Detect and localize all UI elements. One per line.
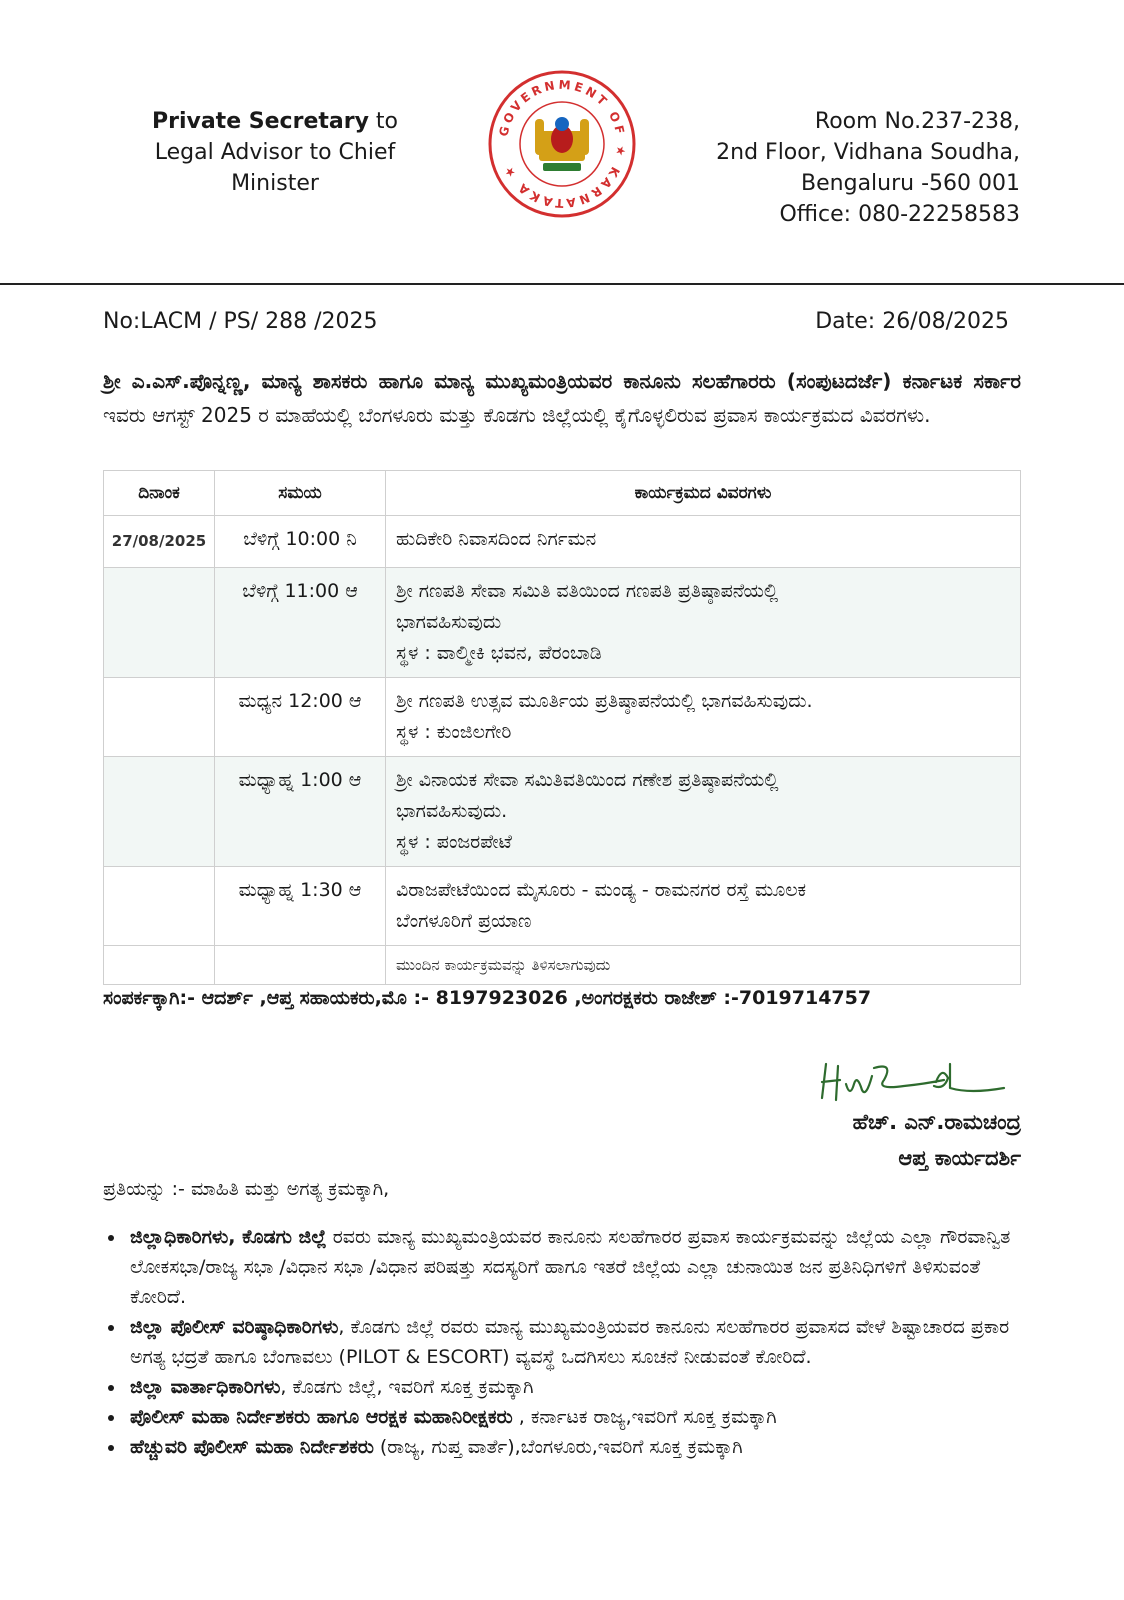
reference-number: No:LACM / PS/ 288 /2025	[103, 309, 378, 334]
detail-line: ಬೆಂಗಳೂರಿಗೆ ಪ್ರಯಾಣ	[396, 910, 532, 932]
handwritten-signature	[816, 1058, 1006, 1108]
table-footer-row	[104, 946, 1021, 985]
schedule-table	[103, 470, 1021, 985]
address-line: Bengaluru -560 001	[801, 171, 1020, 196]
intro-text: ಇವರು ಆಗಸ್ಟ್ 2025 ರ ಮಾಹೆಯಲ್ಲಿ ಬೆಂಗಳೂರು ಮತ್ತು ಕೊಡಗು ಜಿಲ್ಲೆಯಲ್ಲಿ ಕೈಗೊಳ್ಳಲಿರುವ ಪ್ರವಾಸ ಕಾರ್ಯಕ್ರಮದ ವಿವರಗಳು.	[103, 403, 931, 427]
list-item	[126, 1432, 1026, 1462]
recipient: ಜಿಲ್ಲಾ ವಾರ್ತಾಧಿಕಾರಿಗಳು	[130, 1376, 281, 1398]
detail-line: ಹುದಿಕೇರಿ ನಿವಾಸದಿಂದ ನಿರ್ಗಮನ	[396, 528, 597, 550]
header-date: ದಿನಾಂಕ	[104, 471, 215, 516]
table-header-row	[104, 471, 1021, 516]
detail-line: ಶ್ರೀ ಗಣಪತಿ ಉತ್ಸವ ಮೂರ್ತಿಯ ಪ್ರತಿಷ್ಠಾಪನೆಯಲ್ಲಿ ಭಾಗವಹಿಸುವುದು.	[396, 690, 813, 712]
footer-note: ಮುಂದಿನ ಕಾರ್ಯಕ್ರಮವನ್ನು ತಿಳಿಸಲಾಗುವುದು	[386, 946, 1021, 985]
recipient: ಜಿಲ್ಲಾ ಪೊಲೀಸ್ ವರಿಷ್ಠಾಧಿಕಾರಿಗಳು	[130, 1316, 339, 1338]
table-row	[104, 757, 1021, 867]
signatory-title: ಆಪ್ತ ಕಾರ್ಯದರ್ಶಿ	[898, 1146, 1021, 1170]
row-time: ಮಧ್ಯನ 12:00 ಆ	[215, 678, 386, 757]
copy-to-heading: ಪ್ರತಿಯನ್ನು :- ಮಾಹಿತಿ ಮತ್ತು ಅಗತ್ಯ ಕ್ರಮಕ್ಕಾಗಿ,	[103, 1178, 390, 1200]
row-time: ಮಧ್ಯಾಹ್ನ 1:30 ಆ	[215, 867, 386, 946]
row-date: 27/08/2025	[104, 516, 215, 568]
address-line: Room No.237-238,	[814, 109, 1020, 134]
emblem-figure	[535, 117, 589, 171]
header-time: ಸಮಯ	[215, 471, 386, 516]
recipient-note: (ರಾಜ್ಯ, ಗುಪ್ತ ವಾರ್ತೆ),ಬೆಂಗಳೂರು,ಇವರಿಗೆ ಸೂಕ್ತ ಕ್ರಮಕ್ಕಾಗಿ	[373, 1436, 743, 1458]
recipient-note: , ಕೊಡಗು ಜಿಲ್ಲೆ ರವರು ಮಾನ್ಯ ಮುಖ್ಯಮಂತ್ರಿಯವರ ಕಾನೂನು ಸಲಹೆಗಾರರ ಪ್ರವಾಸದ ವೇಳೆ ಶಿಷ್ಟಾಚಾರದ ಪ್ರಕಾರ ಅಗತ್ಯ ಭದ್ರತೆ ಹಾಗೂ ಬೆಂಗಾವಲು (PILOT & ESCORT) ವ್ಯವಸ್ಥೆ ಒದಗಿಸಲು ಸೂಚನೆ ನೀಡುವಂತೆ ಕೋರಿದೆ.	[130, 1316, 1010, 1368]
table-row	[104, 568, 1021, 678]
sender-title: Private Secretary	[151, 109, 369, 134]
table-row	[104, 678, 1021, 757]
row-time: ಮಧ್ಯಾಹ್ನ 1:00 ಆ	[215, 757, 386, 867]
distribution-list	[110, 1222, 1026, 1462]
detail-line: ಭಾಗವಹಿಸುವುದು.	[396, 800, 508, 822]
letter-date: Date: 26/08/2025	[815, 309, 1009, 334]
recipient-note: ರವರು ಮಾನ್ಯ ಮುಖ್ಯಮಂತ್ರಿಯವರ ಕಾನೂನು ಸಲಹೆಗಾರರ ಪ್ರವಾಸ ಕಾರ್ಯಕ್ರಮವನ್ನು ಜಿಲ್ಲೆಯ ಎಲ್ಲಾ ಗೌರವಾನ್ವಿತ ಲೋಕಸಭಾ/ರಾಜ್ಯ ಸಭಾ /ವಿಧಾನ ಸಭಾ /ವಿಧಾನ ಪರಿಷತ್ತು ಸದಸ್ಯರಿಗೆ ಹಾಗೂ ಇತರೆ ಜಿಲ್ಲೆಯ ಎಲ್ಲಾ ಚುನಾಯಿತ ಜನ ಪ್ರತಿನಿಧಿಗಳಿಗೆ ತಿಳಿಸುವಂತೆ ಕೋರಿದೆ.	[130, 1226, 1011, 1308]
detail-line: ಸ್ಥಳ : ಕುಂಜಿಲಗೇರಿ	[396, 721, 512, 743]
office-phone: Office: 080-22258583	[779, 202, 1020, 227]
office-address	[716, 106, 1020, 230]
row-date	[104, 568, 215, 678]
row-date	[104, 757, 215, 867]
row-details	[386, 516, 1021, 568]
row-date	[104, 678, 215, 757]
table-row	[104, 516, 1021, 568]
header-divider	[0, 283, 1124, 285]
footer-empty-cell	[104, 946, 215, 985]
intro-bold: ಶ್ರೀ ಎ.ಎಸ್.ಪೊನ್ನಣ್ಣ, ಮಾನ್ಯ ಶಾಸಕರು ಹಾಗೂ ಮಾನ್ಯ ಮುಖ್ಯಮಂತ್ರಿಯವರ ಕಾನೂನು ಸಲಹೆಗಾರರು (ಸಂಪುಟದರ್ಜೆ) ಕರ್ನಾಟಕ ಸರ್ಕಾರ	[103, 369, 1021, 393]
row-details	[386, 867, 1021, 946]
signatory-name: ಹೆಚ್. ಎನ್.ರಾಮಚಂದ್ರ	[852, 1110, 1021, 1134]
list-item	[126, 1312, 1026, 1372]
recipient: ಹೆಚ್ಚುವರಿ ಪೊಲೀಸ್ ಮಹಾ ನಿರ್ದೇಶಕರು	[130, 1436, 374, 1458]
row-details	[386, 757, 1021, 867]
list-item	[126, 1372, 1026, 1402]
table-row	[104, 867, 1021, 946]
list-item	[126, 1402, 1026, 1432]
recipient-note: , ಕರ್ನಾಟಕ ರಾಜ್ಯ,ಇವರಿಗೆ ಸೂಕ್ತ ಕ್ರಮಕ್ಕಾಗಿ	[512, 1406, 777, 1428]
row-details	[386, 568, 1021, 678]
signatory-block	[853, 1104, 1021, 1176]
sender-title-suffix: to	[368, 109, 399, 134]
detail-line: ಸ್ಥಳ : ಪಂಜರಪೇಟೆ	[396, 831, 512, 853]
address-line: 2nd Floor, Vidhana Soudha,	[716, 140, 1020, 165]
recipient: ಪೊಲೀಸ್ ಮಹಾ ನಿರ್ದೇಶಕರು ಹಾಗೂ ಆರಕ್ಷಕ ಮಹಾನಿರೀಕ್ಷಕರು	[130, 1406, 513, 1428]
row-details	[386, 678, 1021, 757]
svg-text:GOVERNMENT OF ★ KARNATAKA ★: GOVERNMENT OF ★ KARNATAKA ★	[496, 77, 629, 211]
detail-line: ಸ್ಥಳ : ವಾಲ್ಮೀಕಿ ಭವನ, ಪೆರಂಬಾಡಿ	[396, 642, 602, 664]
footer-empty-cell	[215, 946, 386, 985]
detail-line: ವಿರಾಜಪೇಟೆಯಿಂದ ಮೈಸೂರು - ಮಂಡ್ಯ - ರಾಮನಗರ ರಸ್ತೆ ಮೂಲಕ	[396, 879, 807, 901]
detail-line: ಶ್ರೀ ಗಣಪತಿ ಸೇವಾ ಸಮಿತಿ ವತಿಯಿಂದ ಗಣಪತಿ ಪ್ರತಿಷ್ಠಾಪನೆಯಲ್ಲಿ	[396, 580, 779, 602]
sender-designation	[110, 106, 440, 199]
header-details: ಕಾರ್ಯಕ್ರಮದ ವಿವರಗಳು	[386, 471, 1021, 516]
detail-line: ಭಾಗವಹಿಸುವುದು	[396, 611, 502, 633]
detail-line: ಶ್ರೀ ವಿನಾಯಕ ಸೇವಾ ಸಮಿತಿವತಿಯಿಂದ ಗಣೇಶ ಪ್ರತಿಷ್ಠಾಪನೆಯಲ್ಲಿ	[396, 769, 779, 791]
row-time: ಬೆಳಿಗ್ಗೆ 11:00 ಆ	[215, 568, 386, 678]
recipient-note: , ಕೊಡಗು ಜಿಲ್ಲೆ, ಇವರಿಗೆ ಸೂಕ್ತ ಕ್ರಮಕ್ಕಾಗಿ	[280, 1376, 534, 1398]
row-date	[104, 867, 215, 946]
list-item	[126, 1222, 1026, 1312]
contact-info: ಸಂಪರ್ಕಕ್ಕಾಗಿ:- ಆದರ್ಶ್ ,ಆಪ್ತ ಸಹಾಯಕರು,ಮೊ :- 8197923026 ,ಅಂಗರಕ್ಷಕರು ರಾಜೇಶ್ :-7019714757	[103, 987, 872, 1009]
row-time: ಬೆಳಿಗ್ಗೆ 10:00 ನಿ	[215, 516, 386, 568]
sender-office: Legal Advisor to Chief Minister	[154, 140, 396, 196]
karnataka-emblem-seal	[487, 69, 637, 219]
recipient: ಜಿಲ್ಲಾಧಿಕಾರಿಗಳು, ಕೊಡಗು ಜಿಲ್ಲೆ	[130, 1226, 327, 1248]
intro-paragraph	[103, 364, 1021, 432]
